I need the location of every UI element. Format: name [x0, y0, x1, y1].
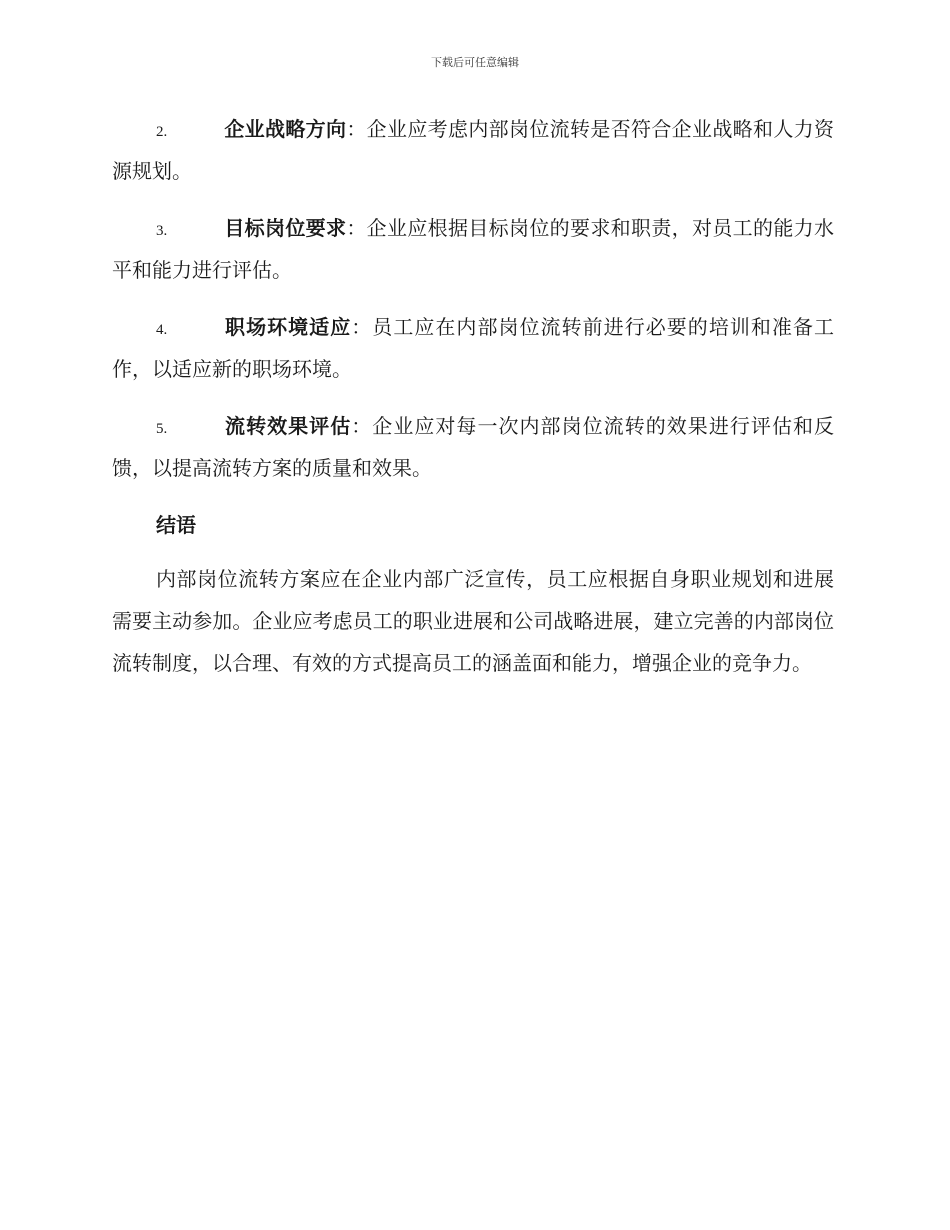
conclusion-paragraph: 内部岗位流转方案应在企业内部广泛宣传，员工应根据自身职业规划和进展需要主动参加。企业应考虑员工的职业进展和公司战略进展，建立完善的内部岗位流转制度，以合理、有效的方式提高员工的涵盖面和能力，增强企业的竞争力。 [112, 567, 834, 675]
page-header: 下载后可任意编辑 [431, 56, 519, 69]
list-item-term: 目标岗位要求 [224, 216, 347, 240]
list-item-text: ：企业应根据目标岗位的要求和职责，对员工的能力水平和能力进行评估。 [112, 216, 835, 282]
list-item [112, 308, 834, 389]
list-item-number: 2. [156, 124, 168, 140]
document-body [112, 110, 834, 684]
list-item-text: ：员工应在内部岗位流转前进行必要的培训和准备工作，以适应新的职场环境。 [112, 315, 835, 381]
list-item-number: 5. [156, 421, 168, 437]
list-item [112, 407, 834, 488]
list-item-term: 企业战略方向 [224, 117, 347, 141]
list-item-text: ：企业应考虑内部岗位流转是否符合企业战略和人力资源规划。 [112, 117, 835, 183]
list-item-text: ：企业应对每一次内部岗位流转的效果进行评估和反馈，以提高流转方案的质量和效果。 [112, 414, 835, 480]
list-item [112, 209, 834, 290]
list-item-number: 4. [156, 322, 168, 338]
list-item [112, 110, 834, 191]
section-heading: 结语 [156, 513, 196, 537]
list-item-term: 流转效果评估 [224, 414, 352, 438]
list-item-term: 职场环境适应 [224, 315, 352, 339]
list-item-number: 3. [156, 223, 168, 239]
